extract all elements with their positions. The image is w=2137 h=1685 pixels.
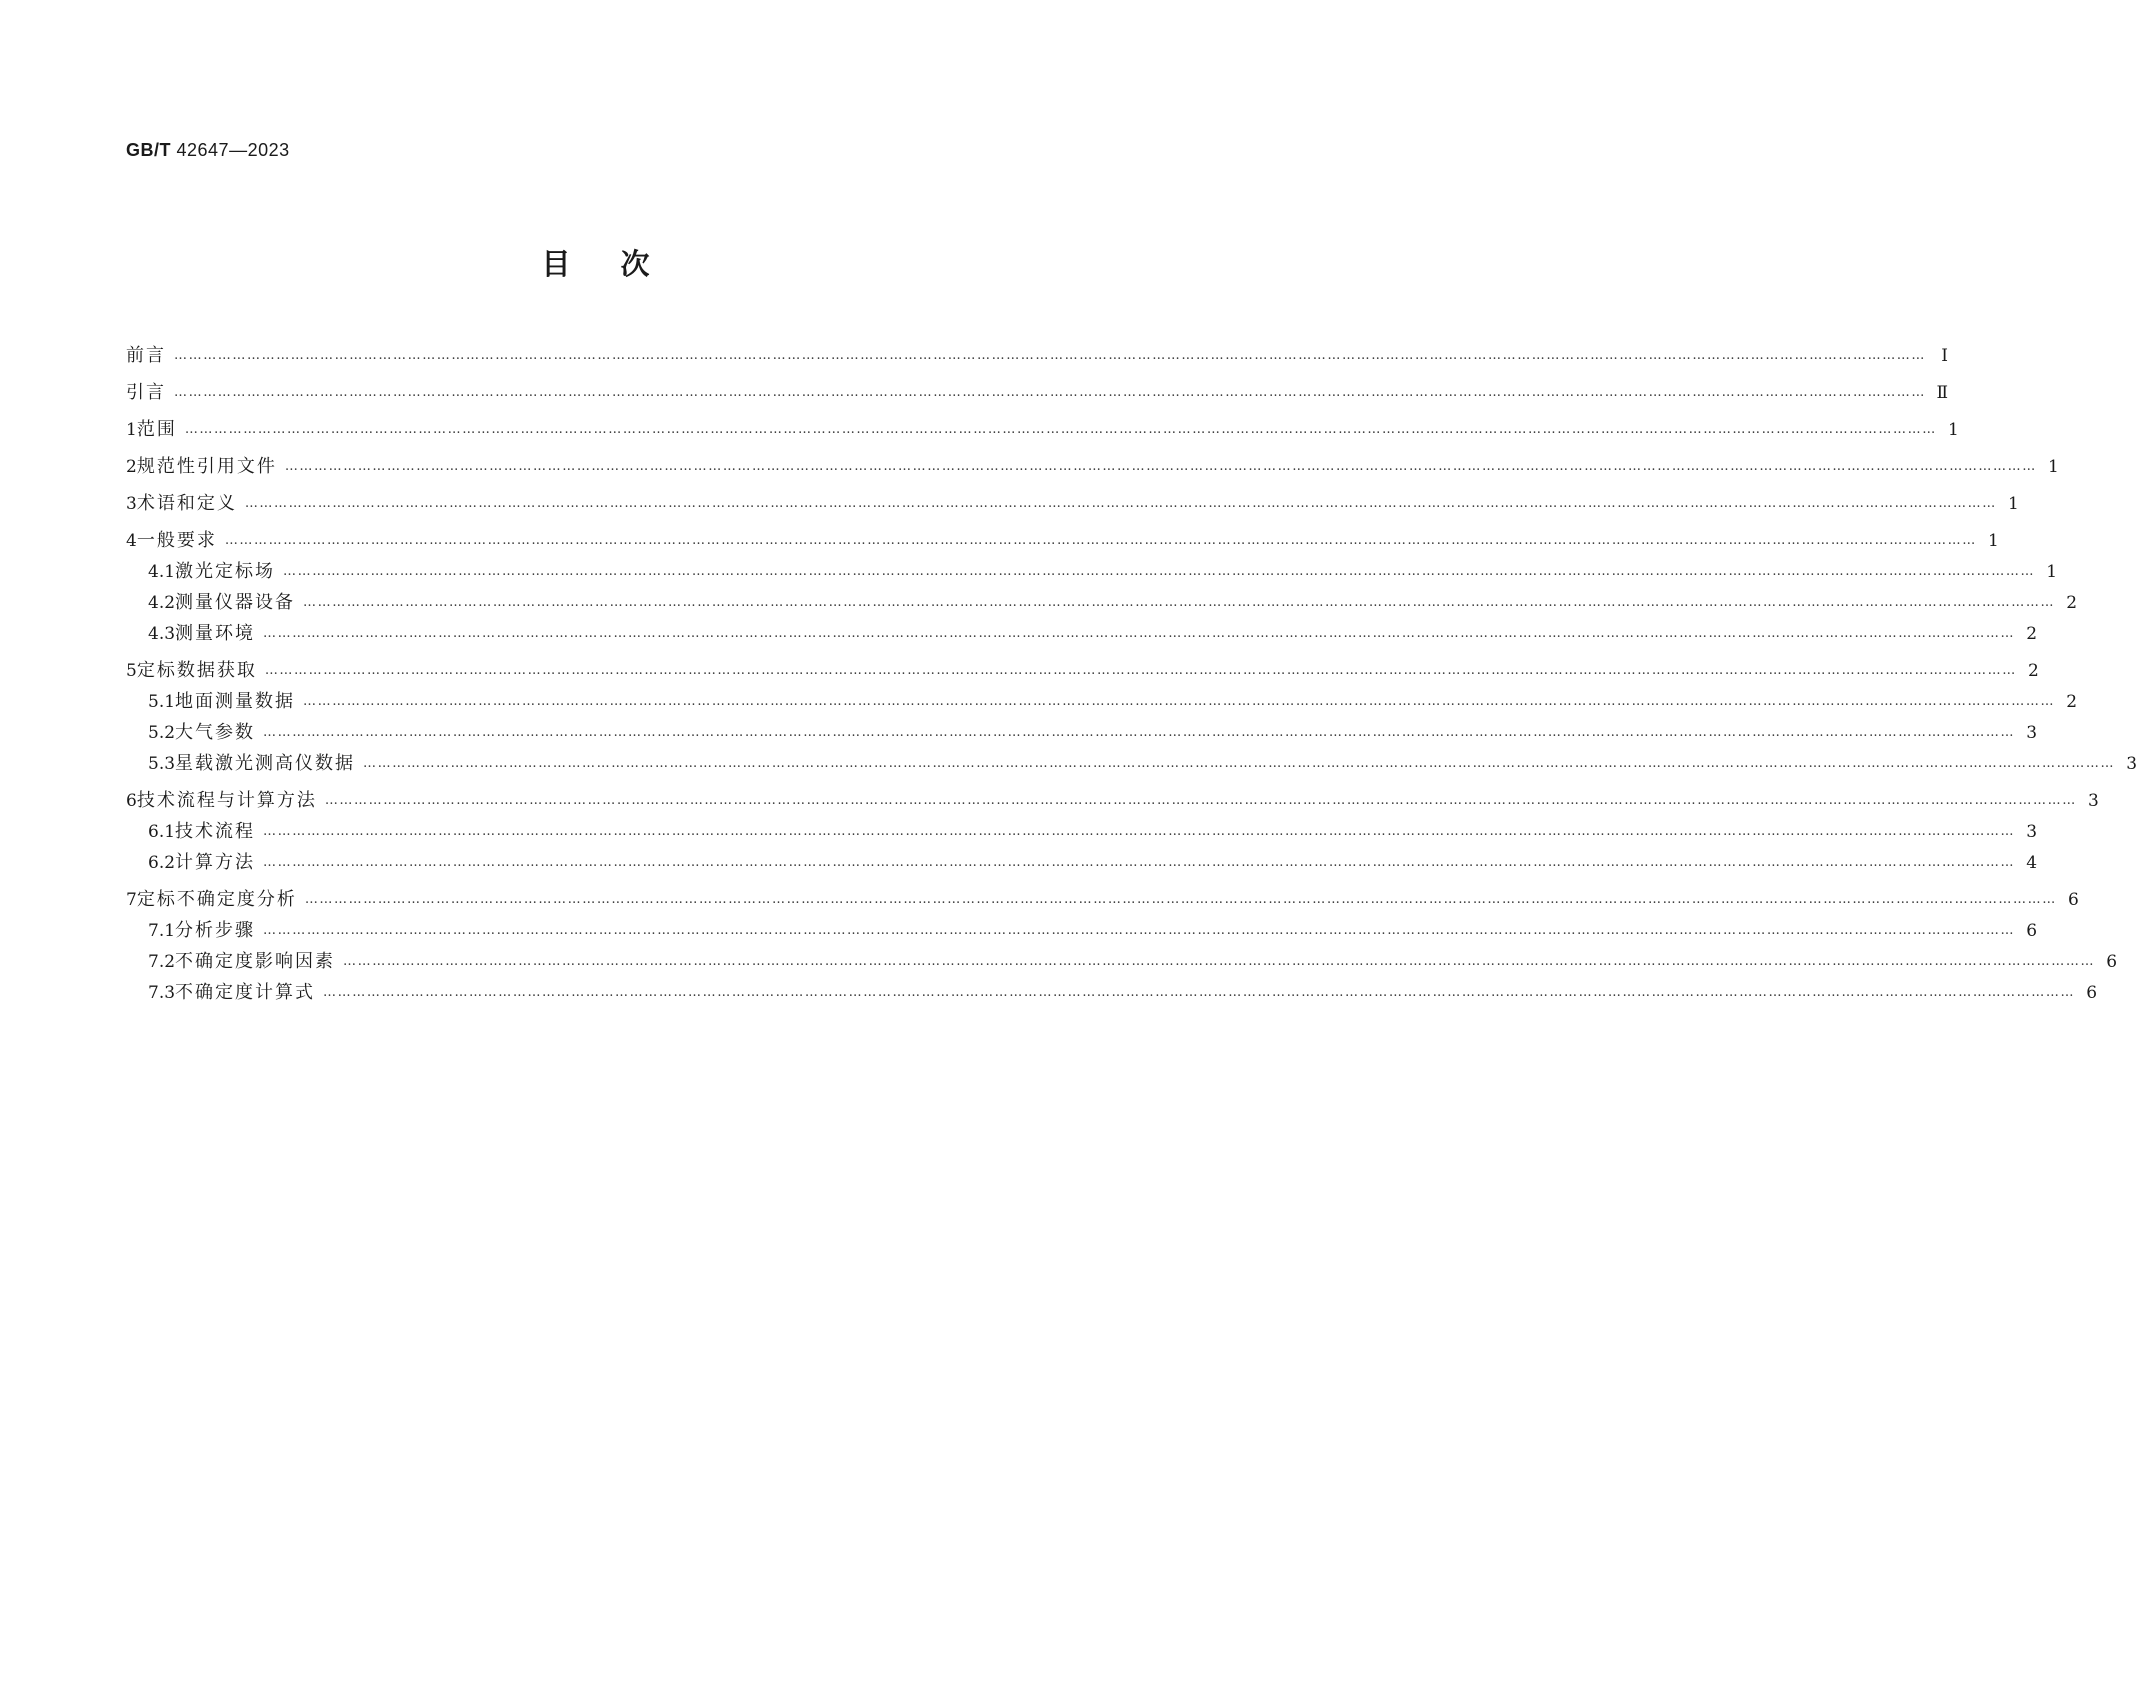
toc-entry-number: 4 xyxy=(126,531,137,551)
toc-entry[interactable] xyxy=(126,748,2137,779)
toc-entry-label: 技术流程与计算方法 xyxy=(136,790,317,811)
toc-entry-label: 大气参数 xyxy=(175,722,256,743)
standard-prefix: GB/T xyxy=(126,140,171,160)
toc-entry[interactable] xyxy=(126,786,2099,816)
toc-entry-label: 范围 xyxy=(136,419,177,440)
toc-entry-page: 2 xyxy=(2066,593,2078,613)
toc-entry-number: 4.1 xyxy=(148,562,176,582)
toc-entry[interactable] xyxy=(126,556,2058,587)
toc-entry[interactable] xyxy=(126,341,1948,371)
toc-dot-leader: ……………………………………………………………………………………………………………………………………………………………………………………………………………………………………………………………………………………………………………………………… xyxy=(174,385,1926,400)
toc-entry[interactable] xyxy=(126,686,2078,717)
toc-entry-label: 不确定度影响因素 xyxy=(175,951,336,972)
toc-entry-page: Ⅱ xyxy=(1936,383,1948,403)
toc-entry-label: 术语和定义 xyxy=(136,493,237,514)
toc-entry[interactable] xyxy=(126,847,2038,878)
toc-entry-label: 引言 xyxy=(126,382,166,403)
toc-entry[interactable] xyxy=(126,618,2038,649)
toc-entry[interactable] xyxy=(126,885,2079,915)
toc-entry-page: 3 xyxy=(2088,791,2099,811)
toc-entry[interactable] xyxy=(126,587,2078,618)
toc-dot-leader: ……………………………………………………………………………………………………………………………………………………………………………………………………………………………………………………………………………………………………………………………… xyxy=(303,595,2056,610)
toc-entry-label: 一般要求 xyxy=(136,530,217,551)
toc-dot-leader: ……………………………………………………………………………………………………………………………………………………………………………………………………………………………………………………………………………………………………………………………… xyxy=(304,892,2057,907)
toc-entry-page: 1 xyxy=(2048,457,2059,477)
toc-dot-leader: ……………………………………………………………………………………………………………………………………………………………………………………………………………………………………………………………………………………………………………………………… xyxy=(244,496,1997,511)
toc-dot-leader: ……………………………………………………………………………………………………………………………………………………………………………………………………………………………………………………………………………………………………………………………… xyxy=(264,663,2017,678)
toc-entry-label: 不确定度计算式 xyxy=(175,982,316,1003)
toc-entry-number: 7 xyxy=(126,890,137,910)
toc-entry[interactable] xyxy=(126,717,2038,748)
toc-entry-page: 4 xyxy=(2026,853,2038,873)
toc-entry-number: 7.3 xyxy=(148,983,176,1003)
toc-entry-page: 1 xyxy=(2046,562,2058,582)
toc-entry-label: 定标不确定度分析 xyxy=(136,889,297,910)
toc-entry-page: 6 xyxy=(2026,921,2038,941)
toc-entry-page: 2 xyxy=(2028,661,2039,681)
toc-entry-number: 4.2 xyxy=(148,593,176,613)
toc-entry-number: 6.2 xyxy=(148,853,176,873)
toc-entry-page: 3 xyxy=(2126,754,2137,774)
toc-dot-leader: ……………………………………………………………………………………………………………………………………………………………………………………………………………………………………………………………………………………………………………………………… xyxy=(263,626,2016,641)
toc-entry-label: 激光定标场 xyxy=(175,561,276,582)
toc-dot-leader: ……………………………………………………………………………………………………………………………………………………………………………………………………………………………………………………………………………………………………………………………… xyxy=(224,533,1977,548)
toc-entry-label: 规范性引用文件 xyxy=(136,456,277,477)
toc-dot-leader: ……………………………………………………………………………………………………………………………………………………………………………………………………………………………………………………………………………………………………………………………… xyxy=(263,923,2016,938)
toc-dot-leader: ……………………………………………………………………………………………………………………………………………………………………………………………………………………………………………………………………………………………………………………………… xyxy=(343,954,2096,969)
toc-entry-page: 1 xyxy=(1988,531,1999,551)
toc-dot-leader: ……………………………………………………………………………………………………………………………………………………………………………………………………………………………………………………………………………………………………………………………… xyxy=(303,694,2056,709)
toc-entry[interactable] xyxy=(126,656,2039,686)
toc-entry-page: 6 xyxy=(2086,983,2098,1003)
standard-number: 42647—2023 xyxy=(176,140,290,160)
toc-dot-leader: ……………………………………………………………………………………………………………………………………………………………………………………………………………………………………………………………………………………………………………………………… xyxy=(263,725,2016,740)
toc-entry-number: 6.1 xyxy=(148,822,176,842)
toc-entry-page: 2 xyxy=(2026,624,2038,644)
toc-entry-number: 3 xyxy=(126,494,137,514)
toc-entry[interactable] xyxy=(126,489,2019,519)
toc-entry[interactable] xyxy=(126,915,2038,946)
toc-dot-leader: ……………………………………………………………………………………………………………………………………………………………………………………………………………………………………………………………………………………………………………………………… xyxy=(263,855,2016,870)
toc-entry-number: 7.1 xyxy=(148,921,176,941)
toc-entry[interactable] xyxy=(126,415,1959,445)
toc-entry-label: 技术流程 xyxy=(175,821,256,842)
toc-entry-number: 4.3 xyxy=(148,624,176,644)
page-title: 目次 xyxy=(541,247,700,281)
toc-entry-page: 3 xyxy=(2026,822,2038,842)
toc-entry[interactable] xyxy=(126,946,2118,977)
toc-entry[interactable] xyxy=(126,452,2059,482)
toc-entry-number: 2 xyxy=(126,457,137,477)
toc-dot-leader: ……………………………………………………………………………………………………………………………………………………………………………………………………………………………………………………………………………………………………………………………… xyxy=(363,756,2116,771)
toc-dot-leader: ……………………………………………………………………………………………………………………………………………………………………………………………………………………………………………………………………………………………………………………………… xyxy=(283,564,2036,579)
toc-entry-number: 5.2 xyxy=(148,723,176,743)
toc-entry-page: 1 xyxy=(1948,420,1959,440)
toc-entry-number: 5 xyxy=(126,661,137,681)
toc-dot-leader: ……………………………………………………………………………………………………………………………………………………………………………………………………………………………………………………………………………………………………………………………… xyxy=(284,459,2037,474)
toc-dot-leader: ……………………………………………………………………………………………………………………………………………………………………………………………………………………………………………………………………………………………………………………………… xyxy=(263,824,2016,839)
toc-entry-number: 1 xyxy=(126,420,137,440)
toc-entry-page: 1 xyxy=(2008,494,2019,514)
toc-dot-leader: ……………………………………………………………………………………………………………………………………………………………………………………………………………………………………………………………………………………………………………………………… xyxy=(184,422,1937,437)
toc-dot-leader: ……………………………………………………………………………………………………………………………………………………………………………………………………………………………………………………………………………………………………………………………… xyxy=(324,793,2077,808)
toc-entry-number: 5.3 xyxy=(148,754,176,774)
toc-entry-number: 7.2 xyxy=(148,952,176,972)
toc-entry-page: 6 xyxy=(2068,890,2079,910)
toc-entry-number: 6 xyxy=(126,791,137,811)
toc-entry-page: 2 xyxy=(2066,692,2078,712)
toc-entry-label: 测量仪器设备 xyxy=(175,592,296,613)
toc-dot-leader: ……………………………………………………………………………………………………………………………………………………………………………………………………………………………………………………………………………………………………………………………… xyxy=(323,985,2076,1000)
toc-entry-page: 3 xyxy=(2026,723,2038,743)
toc-entry[interactable] xyxy=(126,816,2038,847)
toc-entry-label: 星载激光测高仪数据 xyxy=(175,753,356,774)
toc-entry-label: 前言 xyxy=(126,345,166,366)
toc-entry-page: Ⅰ xyxy=(1941,346,1948,366)
toc-entry[interactable] xyxy=(126,977,2098,1008)
standard-code xyxy=(126,140,290,161)
toc-entry-label: 分析步骤 xyxy=(175,920,256,941)
table-of-contents xyxy=(126,341,2137,1008)
toc-entry-label: 计算方法 xyxy=(175,852,256,873)
toc-entry[interactable] xyxy=(126,378,1948,408)
toc-dot-leader: ……………………………………………………………………………………………………………………………………………………………………………………………………………………………………………………………………………………………………………………………… xyxy=(174,348,1926,363)
toc-entry[interactable] xyxy=(126,526,1999,556)
toc-entry-label: 地面测量数据 xyxy=(175,691,296,712)
toc-entry-number: 5.1 xyxy=(148,692,176,712)
toc-entry-label: 定标数据获取 xyxy=(136,660,257,681)
toc-entry-page: 6 xyxy=(2106,952,2118,972)
toc-entry-label: 测量环境 xyxy=(175,623,256,644)
